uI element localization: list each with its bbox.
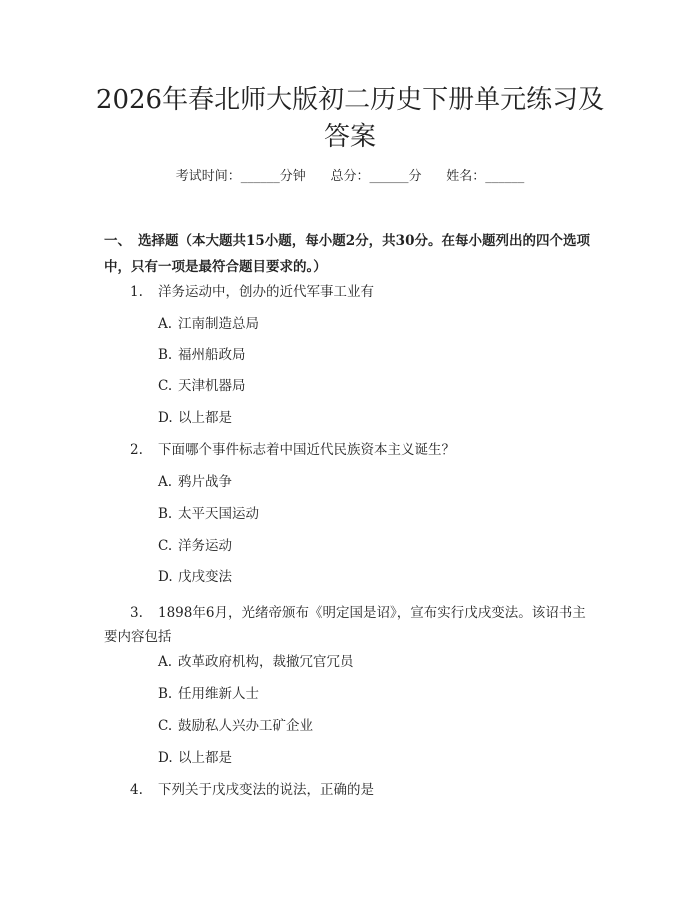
option-text: 天津机器局 <box>178 378 246 394</box>
question-1-option-b <box>158 346 246 364</box>
question-number: 4. <box>130 782 143 798</box>
question-3 <box>104 601 594 649</box>
option-text: 鸦片战争 <box>178 474 232 490</box>
document-title <box>0 82 700 156</box>
option-label: D. <box>158 750 173 766</box>
section-heading-text: 选择题（本大题共15小题，每小题2分，共30分。在每小题列出的四个选项中，只有一项是最符合题目要求的。） <box>104 233 590 275</box>
exam-info-line: 考试时间：______分钟 总分：______分 姓名：______ <box>175 169 525 184</box>
question-4 <box>130 781 374 799</box>
question-stem: 下面哪个事件标志着中国近代民族资本主义诞生？ <box>158 442 455 458</box>
question-3-option-c <box>158 717 313 735</box>
option-text: 以上都是 <box>178 410 232 426</box>
option-label: A. <box>158 654 173 670</box>
option-text: 福州船政局 <box>178 347 246 363</box>
question-3-option-d <box>158 749 232 767</box>
option-text: 江南制造总局 <box>178 316 259 332</box>
question-3-option-a <box>158 653 354 671</box>
option-label: C. <box>158 718 173 734</box>
section-heading <box>104 228 598 280</box>
option-text: 太平天国运动 <box>178 506 259 522</box>
title-line-1: 2026年春北师大版初二历史下册单元练习及 <box>95 85 605 115</box>
question-2-option-a <box>158 473 232 491</box>
section-number: 一、 <box>104 233 131 249</box>
question-3-option-b <box>158 685 259 703</box>
option-label: B. <box>158 686 173 702</box>
option-label: D. <box>158 569 173 585</box>
option-text: 改革政府机构，裁撤冗官冗员 <box>178 654 354 670</box>
option-text: 鼓励私人兴办工矿企业 <box>178 718 313 734</box>
question-number: 1. <box>130 284 143 300</box>
option-label: C. <box>158 538 173 554</box>
question-1 <box>130 283 374 301</box>
question-number: 3. <box>130 605 143 621</box>
option-text: 以上都是 <box>178 750 232 766</box>
option-label: B. <box>158 347 173 363</box>
question-2 <box>130 441 455 459</box>
question-2-option-c <box>158 537 232 555</box>
option-label: A. <box>158 316 173 332</box>
question-1-option-c <box>158 377 246 395</box>
option-label: C. <box>158 378 173 394</box>
question-stem: 下列关于戊戌变法的说法，正确的是 <box>158 782 374 798</box>
option-label: B. <box>158 506 173 522</box>
question-stem: 1898年6月，光绪帝颁布《明定国是诏》，宣布实行戊戌变法。该诏书主要内容包括 <box>104 605 586 645</box>
option-text: 戊戌变法 <box>178 569 232 585</box>
question-2-option-b <box>158 505 259 523</box>
question-1-option-a <box>158 315 259 333</box>
title-line-2: 答案 <box>323 122 376 152</box>
question-stem: 洋务运动中，创办的近代军事工业有 <box>158 284 374 300</box>
question-2-option-d <box>158 568 232 586</box>
option-text: 任用维新人士 <box>178 686 259 702</box>
option-text: 洋务运动 <box>178 538 232 554</box>
option-label: D. <box>158 410 173 426</box>
option-label: A. <box>158 474 173 490</box>
question-number: 2. <box>130 442 143 458</box>
question-1-option-d <box>158 409 232 427</box>
